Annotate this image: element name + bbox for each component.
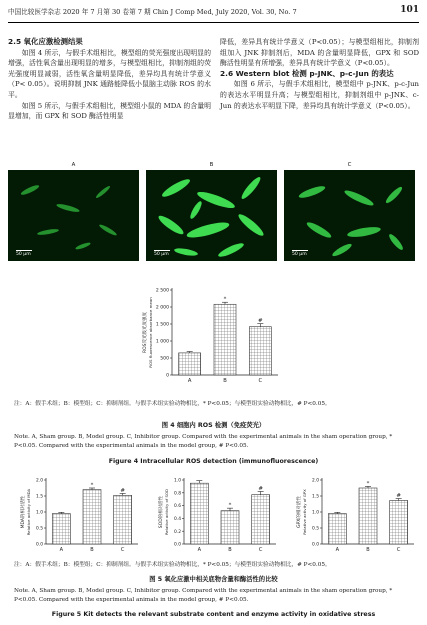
x-tick-label: C	[258, 547, 263, 553]
fig5-note-en: Note. A, Sham group. B, Model group. C, Inhibitor group. Compared with the experimental animals in the sham operation group, * P<0.05. Compared with the experimental animals in the model group, # P<0.05.	[14, 588, 393, 603]
fig5-caption-cn: 图 5 氧化应激中相关底物含量和酶活性的比较	[149, 576, 278, 583]
significance-marker: *	[223, 296, 227, 303]
y-axis-label: GPX的相对活性	[297, 496, 302, 528]
significance-marker: #	[258, 486, 263, 493]
y-tick-label: 500	[160, 356, 169, 362]
y-tick-label: 1.0	[312, 510, 319, 516]
y-tick-label: 1.5	[312, 494, 319, 500]
y-tick-label: 0.5	[36, 526, 43, 532]
y-axis-label: ROS荧光吸光度强度	[143, 311, 148, 354]
bar	[52, 514, 70, 544]
paragraph: 如图 4 所示，与假手术组相比，模型组的荧光强度出现明显的增强，活性氧含量出现明显的增多，与模型组相比，抑制剂组的荧光强度明显减弱，活性氧含量明显降低，差异均具有统计学意义（P< 0.05）。说明抑制 JNK 通路能降低小鼠脑主动脉 ROS 的水平。	[8, 48, 211, 99]
paragraph: 降低，差异具有统计学意义（P<0.05）；与模型组相比，抑制剂组加入 JNK 抑制剂后，MDA 的含量明显降低，GPX 和 SOD 酶活性明显有所增强，差异具有统计学意义（P<0.05）。	[220, 38, 419, 68]
fig5-caption-en: Figure 5 Kit detects the relevant substrate content and enzyme activity in oxidative stress	[51, 611, 376, 618]
y-axis-label: Relative activity of GPX	[302, 489, 307, 535]
y-tick-label: 1 500	[155, 322, 169, 328]
y-tick-label: 2.0	[36, 478, 43, 484]
journal-info: 中国比较医学杂志 2020 年 7 月第 30 卷第 7 期 Chin J Comp Med, July 2020, Vol. 30, No. 7	[8, 8, 297, 16]
fig4-caption-en: Figure 4 Intracellular ROS detection (immunofluorescence)	[108, 458, 319, 465]
ros-bar-chart	[128, 280, 298, 395]
left-column	[8, 37, 211, 122]
micrograph-label: B	[209, 162, 214, 168]
fig4-note-cn: 注：A：假手术组；B：模型组；C：抑制剂组。与假手术组实验动物相比，* P<0.05；与模型组实验动物相比，# P<0.05。	[14, 401, 331, 407]
bar	[249, 327, 271, 375]
y-tick-label: 2.0	[312, 478, 319, 484]
paragraph: 如图 6 所示，与假手术组相比，模型组中 p-JNK、p-c-Jun 的表达水平明显升高；与模型组相比，抑制剂组中 p-JNK、c-Jun 的表达水平明显下降，差异均具有统计学意义（P<0.05）。	[220, 80, 419, 110]
fluorescence-image	[146, 170, 277, 261]
x-tick-label: B	[366, 547, 370, 553]
significance-marker: *	[90, 482, 94, 489]
x-tick-label: B	[223, 378, 227, 384]
y-tick-label: 0.8	[174, 491, 181, 497]
y-tick-label: 0.2	[174, 529, 181, 535]
fluorescence-image	[284, 170, 415, 261]
y-tick-label: 2 000	[155, 305, 169, 311]
bar	[83, 490, 101, 544]
paragraph: 如图 5 所示，与假手术组相比，模型组小鼠的 MDA 的含量明显增加，而 GPX 和 SOD 酶活性明显	[8, 101, 211, 121]
x-tick-label: C	[120, 547, 125, 553]
x-tick-label: A	[335, 547, 340, 553]
x-tick-label: B	[90, 547, 94, 553]
y-axis-label: MDA的相对活性	[21, 495, 26, 529]
bar	[114, 495, 132, 544]
y-tick-label: 1.5	[36, 494, 43, 500]
right-column	[220, 37, 419, 111]
y-tick-label: 0	[166, 373, 169, 379]
y-tick-label: 0.6	[174, 504, 181, 510]
bar	[390, 500, 408, 544]
running-header	[8, 6, 419, 20]
y-tick-label: 0.0	[174, 542, 181, 548]
gpx-bar-chart	[284, 472, 420, 560]
y-tick-label: 0.0	[36, 542, 43, 548]
bar	[214, 304, 236, 375]
page-number: 101	[400, 5, 419, 15]
y-axis-label: Relative activity of SOD	[164, 488, 169, 536]
micrograph-model	[146, 170, 277, 261]
micrograph-inhibitor	[284, 170, 415, 261]
y-tick-label: 0.4	[174, 517, 181, 522]
y-axis-label: Relative activity of MDA	[26, 488, 31, 536]
section-heading-2-6: 2.6 Western blot 检测 p-JNK、p-c-Jun 的表达	[220, 68, 394, 78]
bar	[190, 483, 208, 544]
x-tick-label: A	[197, 547, 202, 553]
fig4-note-en: Note. A, Sham group. B, Model group. C, Inhibitor group. Compared with the experimental animals in the sham operation group, * P<0.05. Compared with the experimental animals in the model group, # P<0.05.	[14, 434, 393, 449]
bar	[179, 353, 201, 375]
x-tick-label: B	[228, 547, 232, 553]
scale-bar: 50 μm	[16, 252, 31, 257]
scale-bar: 50 μm	[292, 252, 307, 257]
micrograph-sham	[8, 170, 139, 261]
significance-marker: *	[228, 502, 232, 509]
y-tick-label: 1 000	[155, 339, 169, 345]
x-tick-label: C	[396, 547, 401, 553]
x-tick-label: C	[258, 378, 263, 384]
x-tick-label: A	[187, 378, 192, 384]
y-tick-label: 1.0	[36, 510, 43, 516]
section-heading-2-5: 2.5 氧化应激检测结果	[8, 37, 83, 46]
mda-bar-chart	[8, 472, 144, 560]
header-rule	[8, 22, 419, 23]
micrograph-label: A	[71, 162, 76, 168]
significance-marker: *	[366, 480, 370, 487]
bar	[359, 488, 377, 544]
y-tick-label: 2 500	[155, 288, 169, 294]
significance-marker: #	[120, 487, 125, 494]
fluorescence-image	[8, 170, 139, 261]
bar	[221, 511, 239, 544]
fig5-note-cn: 注：A：假手术组；B：模型组；C：抑制剂组。与假手术组实验动物相比，* P<0.05；与模型组实验动物相比，# P<0.05。	[14, 562, 331, 568]
scale-bar: 50 μm	[154, 252, 169, 257]
significance-marker: #	[396, 493, 401, 500]
y-tick-label: 0.5	[312, 526, 319, 532]
micrograph-label: C	[347, 162, 352, 168]
y-axis-label: SOD的相对活性	[159, 495, 164, 529]
sod-bar-chart	[146, 472, 282, 560]
significance-marker: #	[258, 318, 263, 325]
y-tick-label: 1.0	[174, 478, 181, 484]
fig4-caption-cn: 图 4 细胞内 ROS 检测（免疫荧光）	[161, 422, 266, 429]
bar	[252, 495, 270, 544]
y-tick-label: 0.0	[312, 542, 319, 548]
y-axis-label: ROS fluorescence absorbance mean	[148, 297, 153, 368]
bar	[328, 514, 346, 544]
x-tick-label: A	[59, 547, 64, 553]
